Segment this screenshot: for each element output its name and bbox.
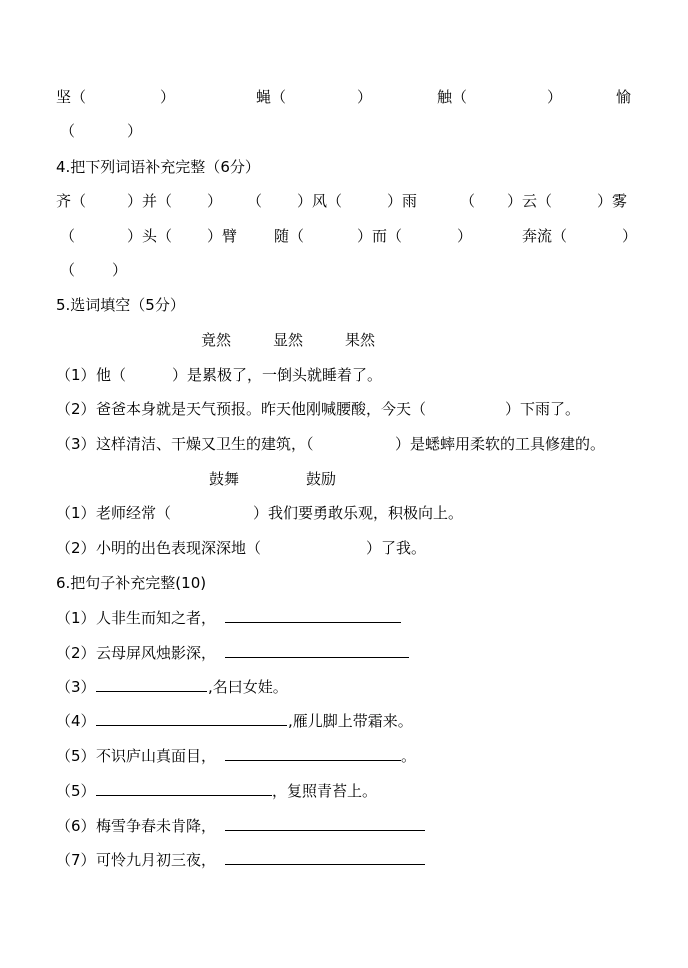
q6-item-1 <box>0 604 688 632</box>
q6-item-4 <box>0 707 688 735</box>
q4-r2-part-8: ） <box>622 227 638 245</box>
word-option: 显然 <box>273 331 304 349</box>
sentence-before: 爸爸本身就是天气预报。昨天他刚喊腰酸，今天（ <box>96 400 427 418</box>
sentence-after: ,雁儿脚上带霜来。 <box>288 712 413 730</box>
q6-item-2 <box>0 639 688 667</box>
q4-row-1 <box>0 187 688 215</box>
q4-r1-part-7: （ <box>460 192 476 210</box>
sentence-before: 梅雪争春未肯降， <box>96 817 217 835</box>
word-option: 果然 <box>345 331 376 349</box>
item-number: （1） <box>56 366 96 384</box>
char-item-2: 蝇（ <box>256 88 287 106</box>
item-number: （1） <box>56 609 96 627</box>
sentence-after: ）下雨了。 <box>505 400 581 418</box>
part3-tail-row <box>0 83 688 111</box>
q4-r1-part-2: ）并（ <box>127 192 173 210</box>
item-number: （1） <box>56 504 96 522</box>
char-item-2-close: ） <box>357 88 373 106</box>
word-option: 竟然 <box>201 331 232 349</box>
q5-title-row <box>0 291 688 319</box>
char-item-3: 触（ <box>437 88 468 106</box>
q4-r2-part-4: 随（ <box>274 227 305 245</box>
char-item-4-close: ） <box>127 122 143 140</box>
item-number: （6） <box>56 817 96 835</box>
answer-blank[interactable] <box>225 604 401 623</box>
sentence-before: 他（ <box>96 366 127 384</box>
item-number: （3） <box>56 678 96 696</box>
item-number: （3） <box>56 435 96 453</box>
sentence-before: 小明的出色表现深深地（ <box>96 539 262 557</box>
char-item-4-open: （ <box>60 122 76 140</box>
q4-r2-part-6: ） <box>457 227 473 245</box>
sentence-before: 这样清洁、干燥又卫生的建筑，（ <box>96 435 314 453</box>
q6-title: 6.把句子补充完整(10) <box>56 574 207 592</box>
q4-title-row <box>0 153 688 181</box>
answer-blank[interactable] <box>225 846 425 865</box>
q4-r2-part-5: ）而（ <box>357 227 403 245</box>
q4-row-2 <box>0 222 688 250</box>
answer-blank[interactable] <box>225 742 401 761</box>
q4-r1-part-5: ）风（ <box>297 192 343 210</box>
q5-sentence-5 <box>0 534 688 562</box>
q4-r1-part-1: 齐（ <box>56 192 87 210</box>
item-number: （2） <box>56 400 96 418</box>
q4-r1-part-3: ） <box>207 192 223 210</box>
item-number: （2） <box>56 539 96 557</box>
q5-sentence-3 <box>0 430 688 458</box>
sentence-before: 不识庐山真面目， <box>96 747 217 765</box>
answer-blank[interactable] <box>225 639 409 658</box>
q6-title-row <box>0 569 688 597</box>
char-item-4: 愉 <box>616 88 632 106</box>
q4-title: 4.把下列词语补充完整（6分） <box>56 158 260 176</box>
item-number: （2） <box>56 644 96 662</box>
q4-r3-part-1: （ <box>60 261 76 279</box>
sentence-before: 老师经常（ <box>96 504 172 522</box>
q6-item-6 <box>0 777 688 805</box>
sentence-after: ，复照青苔上。 <box>272 782 378 800</box>
char-item-1-close: ） <box>160 88 176 106</box>
word-option: 鼓舞 <box>209 470 240 488</box>
answer-blank[interactable] <box>225 812 425 831</box>
sentence-after: ）了我。 <box>366 539 427 557</box>
q4-r1-part-8: ）云（ <box>507 192 553 210</box>
q5-title: 5.选词填空（5分） <box>56 296 185 314</box>
q4-r1-part-6: ）雨 <box>387 192 418 210</box>
q5-word-bank-2 <box>0 465 688 493</box>
sentence-before: 云母屏风烛影深， <box>96 644 217 662</box>
sentence-after: 。 <box>401 747 417 765</box>
sentence-after: ,名曰女娃。 <box>208 678 288 696</box>
sentence-before: 可怜九月初三夜， <box>96 851 217 869</box>
char-item-3-close: ） <box>547 88 563 106</box>
q5-word-bank-1 <box>0 326 688 354</box>
sentence-after: ）是蟋蟀用柔软的工具修建的。 <box>395 435 606 453</box>
word-option: 鼓励 <box>306 470 337 488</box>
sentence-after: ）我们要勇敢乐观，积极向上。 <box>253 504 464 522</box>
q4-r1-part-9: ）雾 <box>597 192 628 210</box>
q5-sentence-4 <box>0 499 688 527</box>
q4-row-3 <box>0 256 688 284</box>
sentence-before: 人非生而知之者， <box>96 609 217 627</box>
answer-blank[interactable] <box>96 707 287 726</box>
q4-r2-part-7: 奔流（ <box>522 227 568 245</box>
item-number: （4） <box>56 712 96 730</box>
q4-r2-part-1: （ <box>60 227 76 245</box>
answer-blank[interactable] <box>96 777 272 796</box>
item-number: （7） <box>56 851 96 869</box>
q6-item-7 <box>0 812 688 840</box>
q5-sentence-1 <box>0 361 688 389</box>
q6-item-5 <box>0 742 688 770</box>
q5-sentence-2 <box>0 395 688 423</box>
sentence-after: ）是累极了，一倒头就睡着了。 <box>172 366 383 384</box>
item-number: （5） <box>56 747 96 765</box>
item-number: （5） <box>56 782 96 800</box>
char-item-1: 坚（ <box>56 88 87 106</box>
q6-item-3 <box>0 673 688 701</box>
answer-blank[interactable] <box>96 673 207 692</box>
q6-item-8 <box>0 846 688 874</box>
q4-r2-part-2: ）头（ <box>127 227 173 245</box>
q4-r1-part-4: （ <box>247 192 263 210</box>
part3-tail-wrap-row <box>0 117 688 145</box>
q4-r2-part-3: ）臂 <box>207 227 238 245</box>
q4-r3-part-2: ） <box>112 261 128 279</box>
